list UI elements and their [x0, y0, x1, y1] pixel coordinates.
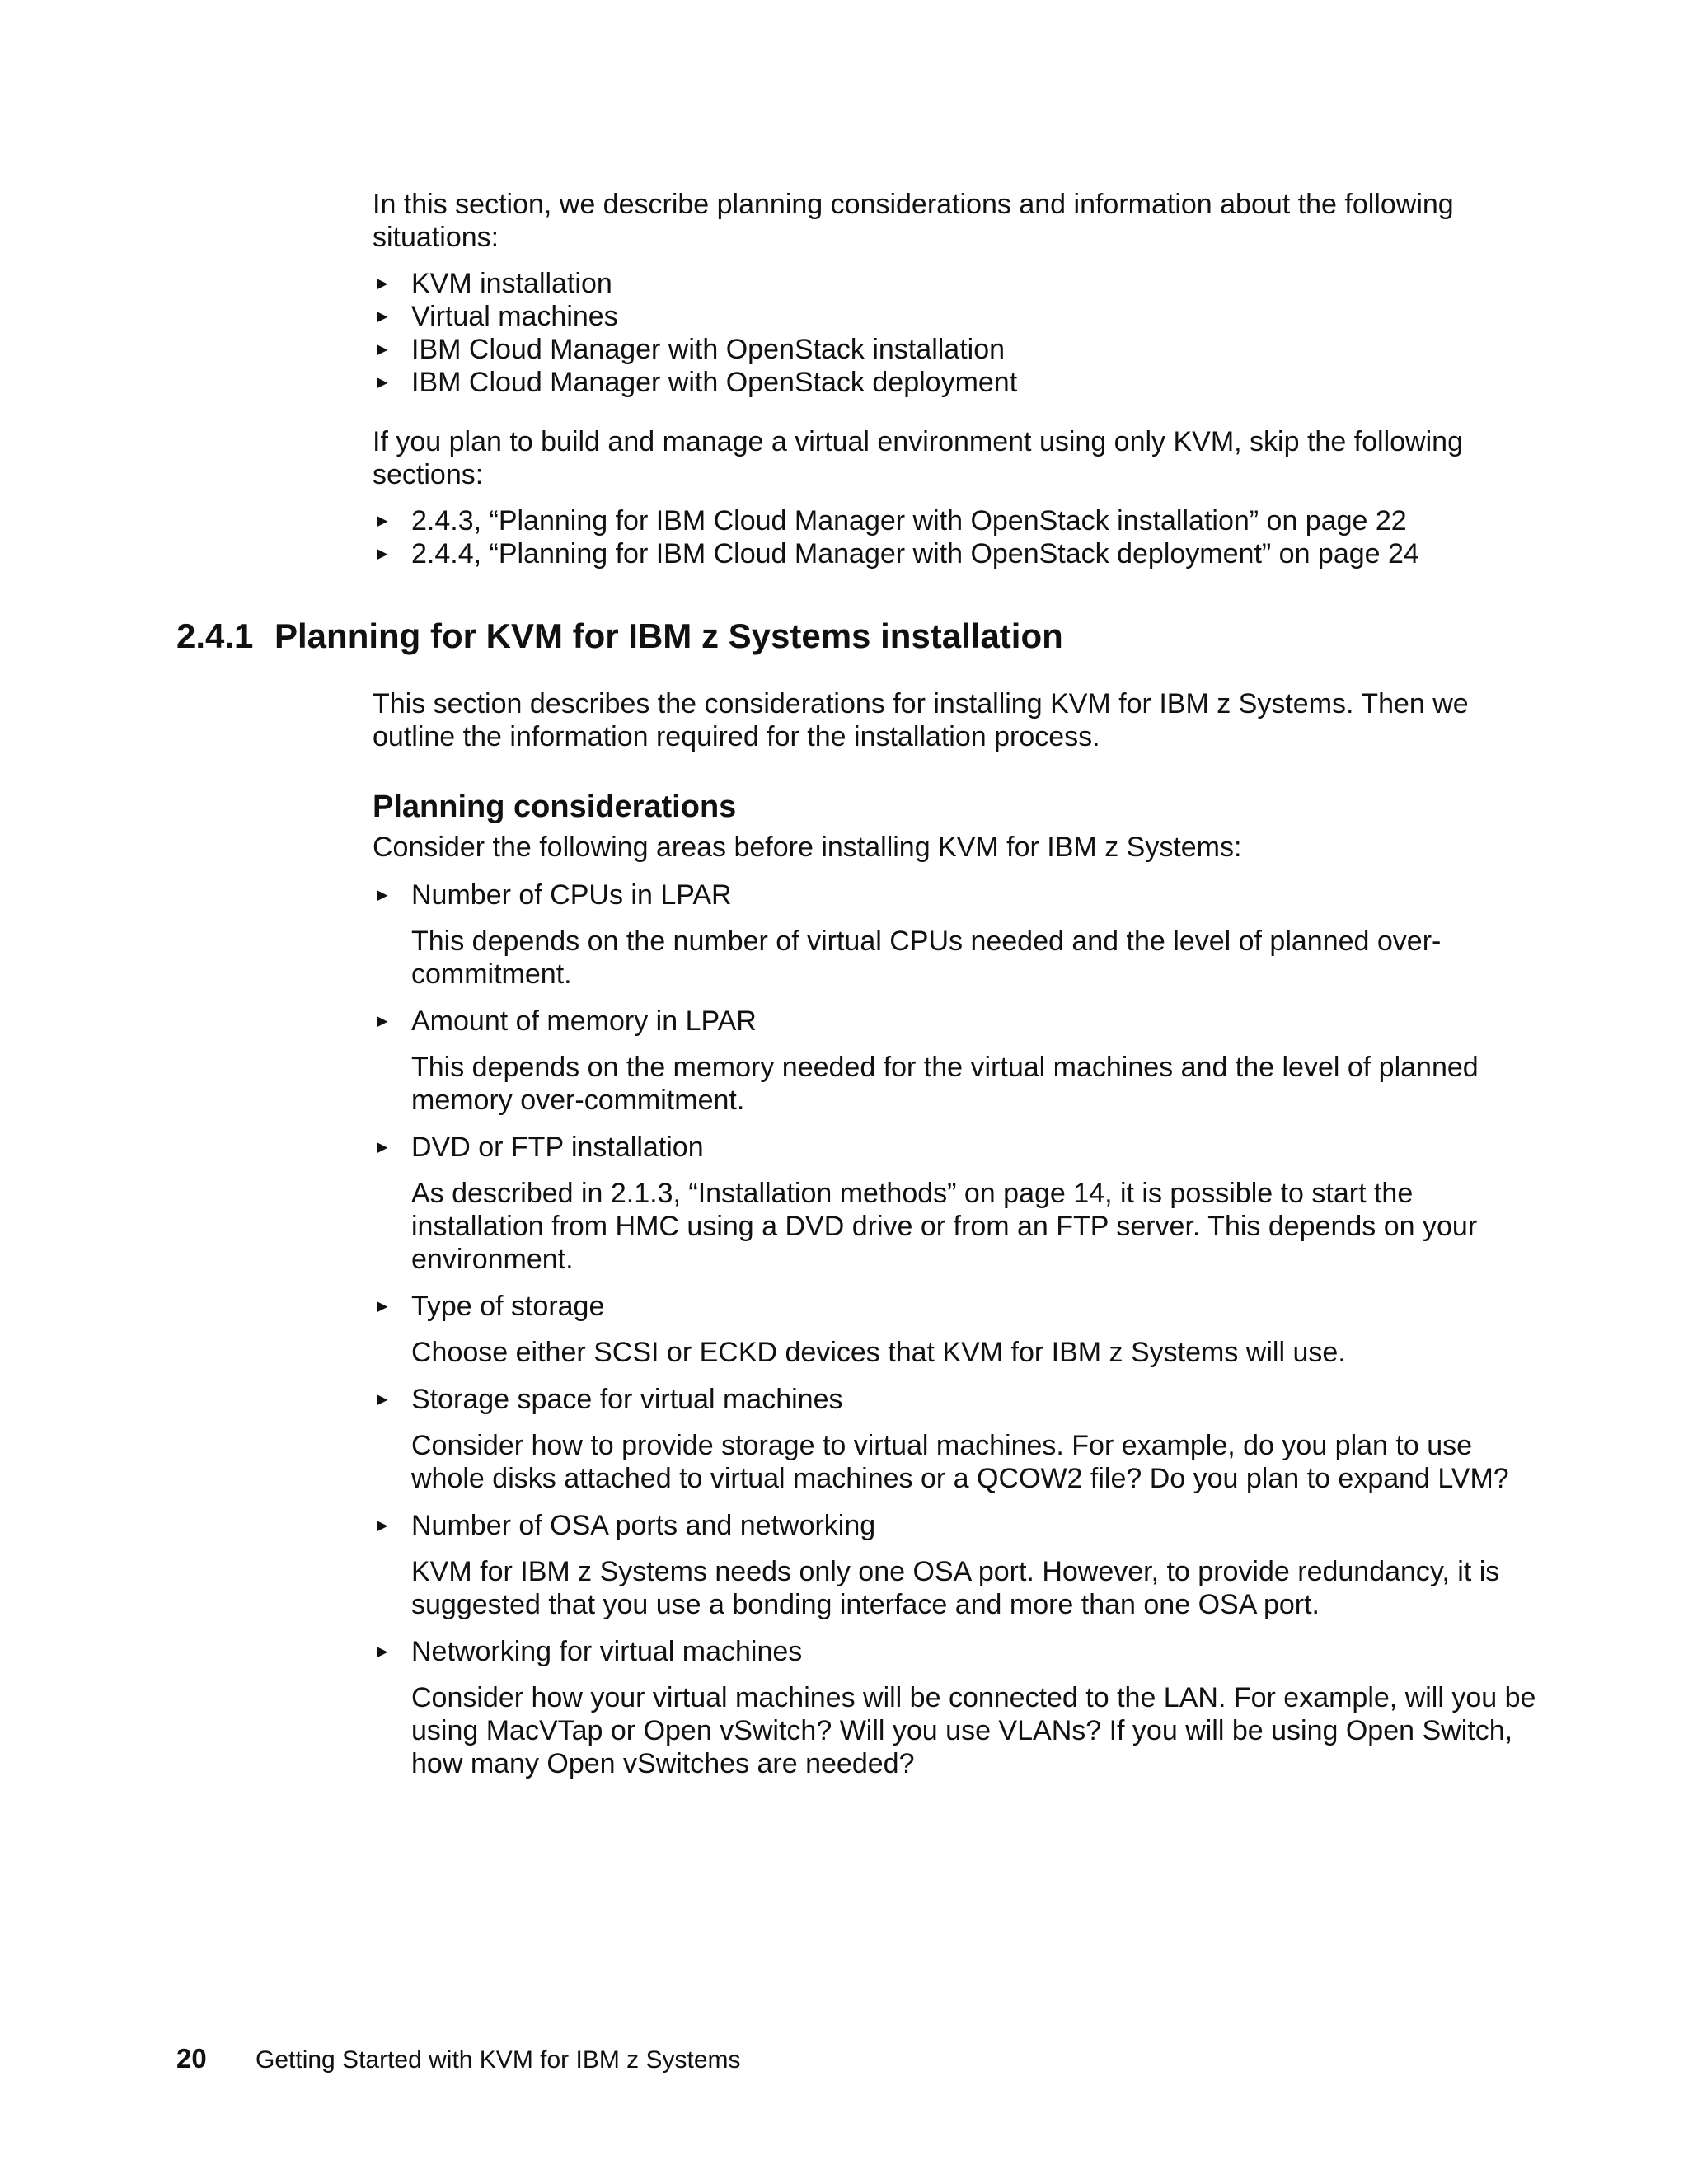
- triangle-right-icon: ►: [373, 1389, 392, 1409]
- triangle-right-icon: ►: [373, 543, 392, 564]
- consideration-description: Consider how to provide storage to virtual machines. For example, do you plan to use whole disks attached to virtual machines or a QCOW2 file? Do you plan to expand LVM?: [411, 1430, 1509, 1494]
- triangle-right-icon: ►: [373, 339, 392, 359]
- consideration-title: DVD or FTP installation: [411, 1132, 704, 1163]
- triangle-right-icon: ►: [373, 1010, 392, 1031]
- triangle-right-icon: ►: [373, 1515, 392, 1535]
- consideration-title: Type of storage: [411, 1291, 605, 1322]
- planning-lead-paragraph: Consider the following areas before installing KVM for IBM z Systems:: [373, 832, 1242, 863]
- list-item: [373, 537, 1526, 570]
- section-number: 2.4.1: [176, 616, 254, 655]
- consideration-title: Number of OSA ports and networking: [411, 1510, 876, 1541]
- triangle-right-icon: ►: [373, 1641, 392, 1661]
- intro-paragraph: In this section, we describe planning considerations and information about the following situations:: [373, 189, 1454, 253]
- triangle-right-icon: ►: [373, 372, 392, 392]
- list-item-text: IBM Cloud Manager with OpenStack installation: [411, 334, 1006, 365]
- section-paragraph: This section describes the considerations for installing KVM for IBM z Systems. Then we outline the information required for the installation process.: [373, 688, 1469, 752]
- list-item-text: KVM installation: [411, 268, 612, 299]
- list-item: [373, 1290, 1551, 1369]
- page-footer: [176, 2044, 741, 2075]
- section-title: Planning for KVM for IBM z Systems installation: [274, 616, 1063, 655]
- triangle-right-icon: ►: [373, 306, 392, 326]
- list-item: [373, 366, 1526, 399]
- consideration-description: KVM for IBM z Systems needs only one OSA port. However, to provide redundancy, it is suggested that you use a bonding interface and more than one OSA port.: [411, 1556, 1500, 1620]
- list-item-text: IBM Cloud Manager with OpenStack deployment: [411, 367, 1018, 398]
- subsection-heading: Planning considerations: [373, 790, 737, 824]
- list-item: [373, 879, 1551, 991]
- list-item: [373, 267, 1526, 300]
- list-item: [373, 1131, 1551, 1276]
- intro-bullet-list: [373, 267, 1526, 399]
- consideration-description: Consider how your virtual machines will be connected to the LAN. For example, will you be using MacVTap or Open vSwitch? Will you use VLANs? If you will be using Open Switch, how many Open vSwitches are needed?: [411, 1682, 1536, 1779]
- skip-bullet-list: [373, 504, 1526, 570]
- cross-reference-link[interactable]: 2.4.4, “Planning for IBM Cloud Manager with OpenStack deployment” on page 24: [411, 538, 1419, 569]
- consideration-description: This depends on the number of virtual CPUs needed and the level of planned over-commitment.: [411, 926, 1442, 990]
- list-item: [373, 1509, 1551, 1621]
- considerations-list: [373, 879, 1551, 1794]
- page-number: 20: [176, 2043, 207, 2074]
- consideration-title: Amount of memory in LPAR: [411, 1005, 757, 1037]
- triangle-right-icon: ►: [373, 273, 392, 293]
- list-item: [373, 1383, 1551, 1495]
- triangle-right-icon: ►: [373, 884, 392, 905]
- list-item-text: Virtual machines: [411, 301, 618, 332]
- list-item: [373, 300, 1526, 333]
- consideration-title: Networking for virtual machines: [411, 1636, 803, 1667]
- section-heading: [176, 615, 1063, 658]
- list-item: [373, 1005, 1551, 1117]
- cross-reference-link[interactable]: 2.4.3, “Planning for IBM Cloud Manager with OpenStack installation” on page 22: [411, 505, 1407, 537]
- triangle-right-icon: ►: [373, 1137, 392, 1157]
- skip-paragraph: If you plan to build and manage a virtual environment using only KVM, skip the following sections:: [373, 426, 1463, 490]
- consideration-description: As described in 2.1.3, “Installation methods” on page 14, it is possible to start the installation from HMC using a DVD drive or from an FTP server. This depends on your environment.: [411, 1178, 1478, 1275]
- consideration-title: Storage space for virtual machines: [411, 1384, 843, 1415]
- consideration-description: Choose either SCSI or ECKD devices that KVM for IBM z Systems will use.: [411, 1337, 1346, 1368]
- triangle-right-icon: ►: [373, 510, 392, 531]
- list-item: [373, 1635, 1551, 1780]
- list-item: [373, 504, 1526, 537]
- consideration-description: This depends on the memory needed for the virtual machines and the level of planned memory over-commitment.: [411, 1052, 1479, 1116]
- book-title: Getting Started with KVM for IBM z Systems: [256, 2046, 741, 2074]
- triangle-right-icon: ►: [373, 1296, 392, 1316]
- consideration-title: Number of CPUs in LPAR: [411, 879, 732, 911]
- list-item: [373, 333, 1526, 366]
